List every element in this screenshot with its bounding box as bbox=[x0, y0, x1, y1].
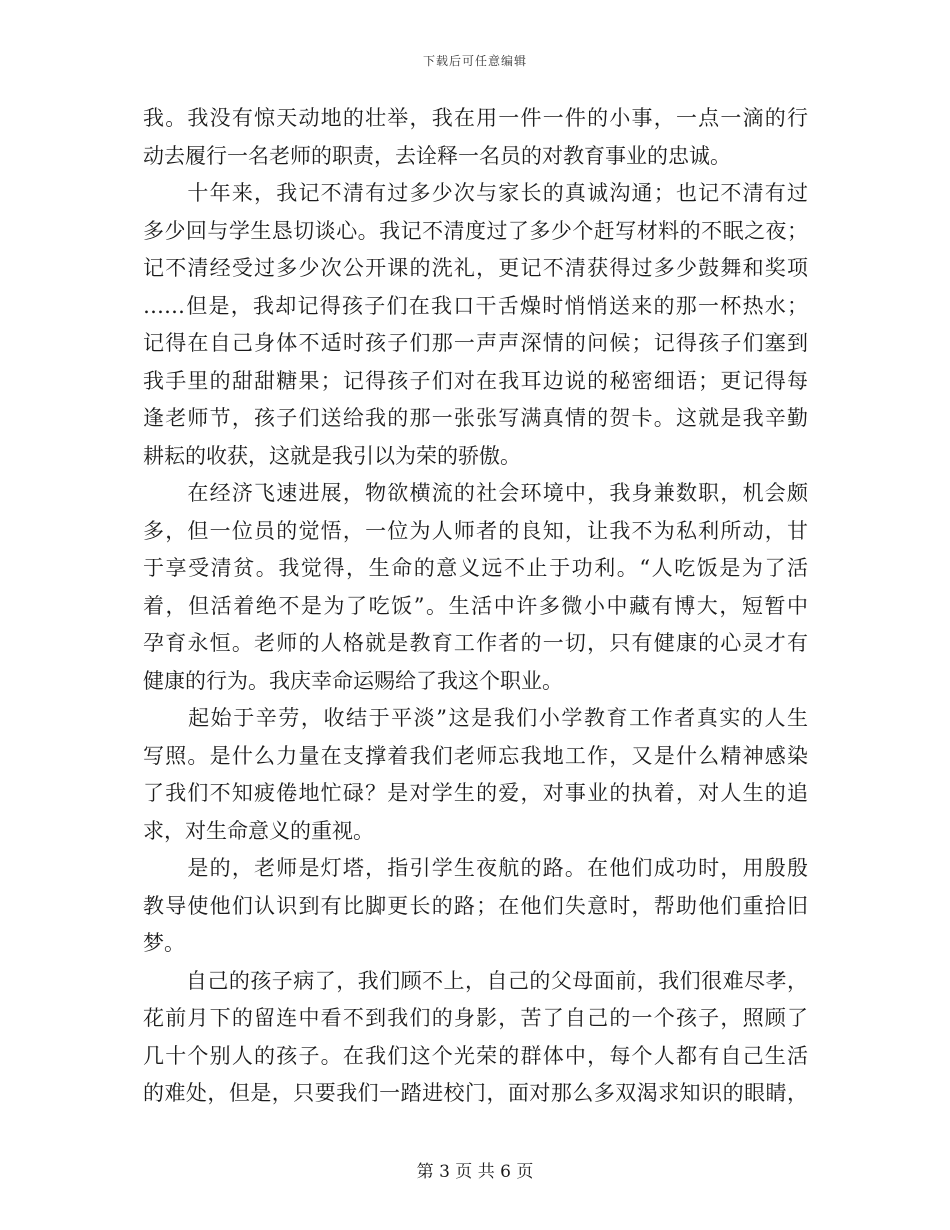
text-line: 求，对生命意义的重视。 bbox=[143, 818, 374, 843]
text-line: 记得在自己身体不适时孩子们那一声声深情的问候；记得孩子们塞到 bbox=[143, 331, 808, 355]
text-line: 孕育永恒。老师的人格就是教育工作者的一切，只有健康的心灵才有 bbox=[143, 631, 808, 655]
text-line: 起始于辛劳，收结于平淡”这是我们小学教育工作者真实的人生 bbox=[143, 706, 808, 730]
text-line: 花前月下的留连中看不到我们的身影，苦了自己的一个孩子，照顾了 bbox=[143, 1006, 808, 1030]
text-line: 的难处，但是，只要我们一踏进校门，面对那么多双渴求知识的眼睛， bbox=[143, 1081, 808, 1105]
text-line: 教导使他们认识到有比脚更长的路；在他们失意时，帮助他们重拾旧 bbox=[143, 893, 808, 918]
text-line: ……但是，我却记得孩子们在我口干舌燥时悄悄送来的那一杯热水； bbox=[143, 293, 808, 318]
text-line: 多少回与学生恳切谈心。我记不清度过了多少个赶写材料的不眠之夜； bbox=[143, 218, 808, 243]
text-line: 几十个别人的孩子。在我们这个光荣的群体中，每个人都有自己生活 bbox=[143, 1043, 808, 1068]
text-line: 自己的孩子病了，我们顾不上，自己的父母面前，我们很难尽孝， bbox=[143, 968, 808, 993]
document-body bbox=[143, 100, 808, 1113]
text-line: 是的，老师是灯塔，指引学生夜航的路。在他们成功时，用殷殷 bbox=[143, 856, 808, 880]
page-header: 下载后可任意编辑 bbox=[422, 54, 527, 68]
text-line: 在经济飞速进展，物欲横流的社会环境中，我身兼数职，机会颇 bbox=[143, 481, 808, 505]
page-footer: 第 3 页 共 6 页 bbox=[416, 1162, 534, 1182]
text-line: 我手里的甜甜糖果；记得孩子们对在我耳边说的秘密细语；更记得每 bbox=[143, 368, 808, 393]
text-line: 动去履行一名老师的职责，去诠释一名员的对教育事业的忠诚。 bbox=[143, 143, 731, 168]
text-line: 耕耘的收获，这就是我引以为荣的骄傲。 bbox=[143, 443, 521, 468]
text-line: 于享受清贫。我觉得，生命的意义远不止于功利。“人吃饭是为了活 bbox=[143, 556, 808, 580]
text-line: 我。我没有惊天动地的壮举，我在用一件一件的小事，一点一滴的行 bbox=[143, 106, 808, 130]
text-line: 了我们不知疲倦地忙碌？是对学生的爱，对事业的执着，对人生的追 bbox=[143, 781, 808, 805]
text-line: 记不清经受过多少次公开课的洗礼，更记不清获得过多少鼓舞和奖项 bbox=[143, 256, 808, 280]
text-line: 健康的行为。我庆幸命运赐给了我这个职业。 bbox=[143, 668, 563, 693]
text-line: 多，但一位员的觉悟，一位为人师者的良知，让我不为私利所动，甘 bbox=[143, 518, 808, 543]
text-line: 着，但活着绝不是为了吃饭”。生活中许多微小中藏有博大，短暂中 bbox=[143, 593, 808, 618]
text-line: 逢老师节，孩子们送给我的那一张张写满真情的贺卡。这就是我辛勤 bbox=[143, 406, 808, 430]
text-line: 十年来，我记不清有过多少次与家长的真诚沟通；也记不清有过 bbox=[143, 181, 808, 205]
text-line: 写照。是什么力量在支撑着我们老师忘我地工作，又是什么精神感染 bbox=[143, 743, 808, 768]
text-line: 梦。 bbox=[143, 931, 185, 955]
